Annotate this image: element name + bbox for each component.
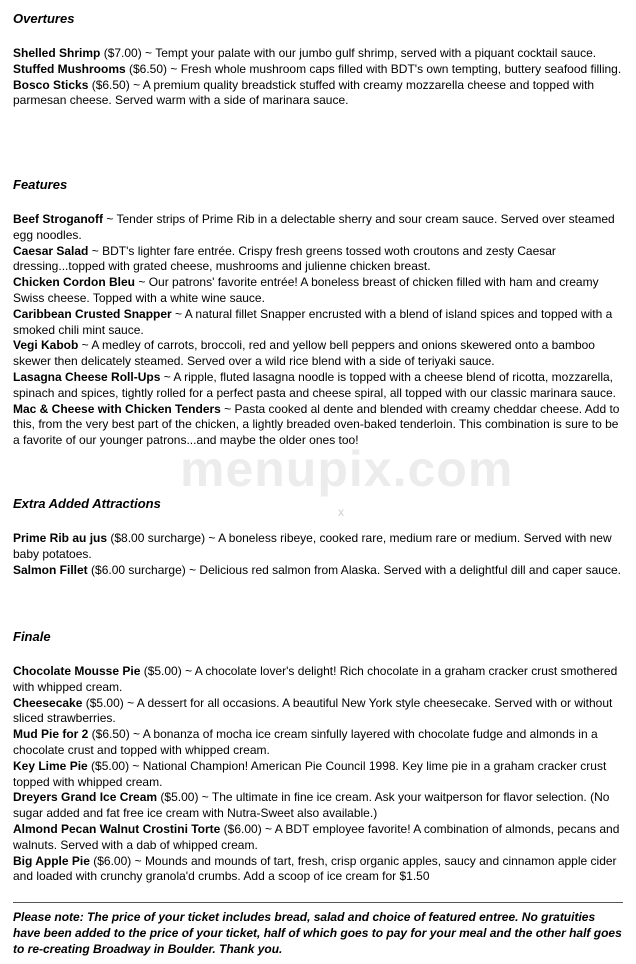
item-desc: A natural fillet Snapper encrusted with a blend of island spices and topped with a smoked chili mint sauce. [13,306,613,337]
menu-item [13,244,626,276]
item-desc: BDT's lighter fare entrée. Crispy fresh greens tossed woth croutons and zesty Caesar dressing...topped with grated cheese, mushrooms and julienne chicken breast. [13,243,556,274]
section-extra-items [13,531,626,578]
item-desc: Tender strips of Prime Rib in a delectable sherry and sour cream sauce. Served over steamed egg noodles. [13,212,615,242]
item-name: Chicken Cordon Bleu [13,275,136,290]
item-desc: A dessert for all occasions. A beautiful New York style cheesecake. Served with or without sliced strawberries. [13,695,613,726]
item-name: Bosco Sticks [13,77,89,92]
menu-item [13,696,626,728]
item-name: Stuffed Mushrooms [13,61,126,76]
item-desc: A boneless ribeye, cooked rare, medium rare or medium. Served with new baby potatoes. [13,531,612,561]
item-price: ($6.50) ~ [88,77,143,92]
item-price: ~ [160,369,174,384]
menu-item [13,370,626,402]
section-title: Features [13,177,68,192]
item-name: Salmon Fillet [13,562,88,577]
menu-item [13,822,626,854]
section-finale-items [13,664,626,885]
item-price: ($5.00) ~ [157,790,212,805]
menu-item [13,62,626,78]
item-price: ~ [135,275,149,290]
divider [13,902,623,903]
watermark: menupix.com [180,441,514,497]
item-price: ($5.00) ~ [87,758,143,773]
section-overtures-items [13,46,626,109]
menu-item [13,275,626,307]
item-name: Chocolate Mousse Pie [13,664,141,678]
item-name: Shelled Shrimp [13,46,101,60]
menu-item [13,78,626,110]
section-features-items [13,212,626,449]
menu-item [13,790,626,822]
item-desc: A ripple, fluted lasagna noodle is topped with a cheese blend of ricotta, mozzarella, spinach and spices, tightly rolled for a perfect pasta and cheese spiral, all topped with our classic marinara sauce. [13,369,616,400]
item-price: ($6.00) ~ [220,821,275,836]
item-desc: A premium quality breadstick stuffed with creamy mozzarella cheese and topped with parmesan cheese. Served warm with a side of marinara sauce. [13,77,595,108]
item-price: ($7.00) ~ [100,46,156,60]
menu-item [13,307,626,339]
item-name: Mac & Cheese with Chicken Tenders [13,401,221,416]
menu-item [13,212,626,244]
item-name: Cheesecake [13,695,83,710]
item-price: ($5.00) ~ [140,664,195,678]
menu-item [13,854,626,886]
section-title: Finale [13,629,51,644]
item-price: ~ [220,401,235,416]
item-name: Caesar Salad [13,243,89,258]
menu-item [13,727,626,759]
item-price: ($6.00) ~ [89,853,145,868]
item-desc: The ultimate in fine ice cream. Ask your waitperson for flavor selection. (No sugar added and fat free ice cream with Nutra-Sweet also available.) [13,790,610,821]
footer-note: Please note: The price of your ticket includes bread, salad and choice of featured entree. No gratuities have been added to the price of your ticket, half of which goes to pay for your meal and the other half goes to re-creating Broadway in Boulder. Thank you. [13,910,622,956]
item-price: ~ [78,338,92,353]
item-price: ~ [171,306,185,321]
item-price: ~ [88,243,103,258]
item-desc: A bonanza of mocha ice cream sinfully layered with chocolate fudge and almonds in a chocolate crust and topped with whipped cream. [13,727,598,757]
item-name: Prime Rib au jus [13,531,108,545]
item-desc: Tempt your palate with our jumbo gulf shrimp, served with a piquant cocktail sauce. [155,46,597,60]
menu-item [13,563,626,579]
item-desc: National Champion! American Pie Council 1998. Key lime pie in a graham cracker crust topped with whipped cream. [13,758,607,789]
item-name: Beef Stroganoff [13,212,103,226]
item-name: Vegi Kabob [13,338,79,353]
section-finale [13,629,626,645]
item-name: Mud Pie for 2 [13,727,89,742]
item-desc: Our patrons' favorite entrée! A boneless breast of chicken filled with ham and creamy Swiss cheese. Topped with a white wine sauce. [13,275,599,305]
item-price: ($6.50) ~ [88,727,143,742]
item-price: ($8.00 surcharge) ~ [107,531,219,545]
item-name: Key Lime Pie [13,758,88,773]
item-desc: Delicious red salmon from Alaska. Served with a delightful dill and caper sauce. [199,562,621,577]
item-name: Caribbean Crusted Snapper [13,306,172,321]
menu-item [13,664,626,696]
watermark-mark: x [338,505,344,519]
item-price: ($6.00 surcharge) ~ [87,562,200,577]
item-name: Lasagna Cheese Roll-Ups [13,369,161,384]
item-desc: Fresh whole mushroom caps filled with BDT's own tempting, buttery seafood filling. [180,61,622,76]
section-features [13,177,626,193]
menu-item [13,531,626,563]
menu-item [13,46,626,62]
item-desc: Pasta cooked al dente and blended with creamy cheddar cheese. Add to this, from the very best part of the chicken, a lightly breaded oven-baked tenderloin. This combination is sure to be a favorite of our younger patrons...and maybe the older ones too! [13,401,620,448]
section-title: Extra Added Attractions [13,496,161,511]
item-desc: A medley of carrots, broccoli, red and yellow bell peppers and onions skewered onto a bamboo skewer then delicately steamed. Served over a wild rice blend with a side of teriyaki sauce. [13,338,595,369]
item-desc: A chocolate lover's delight! Rich chocolate in a graham cracker crust smothered with whipped cream. [13,664,618,694]
item-price: ($5.00) ~ [82,695,137,710]
item-desc: Mounds and mounds of tart, fresh, crisp organic apples, saucy and cinnamon apple cider and loaded with crunchy granola'd crumbs. Add a scoop of ice cream for $1.50 [13,853,617,884]
section-extra-added-attractions [13,496,626,512]
menu-item [13,759,626,791]
item-name: Big Apple Pie [13,853,90,868]
item-price: ~ [103,212,117,226]
item-price: ($6.50) ~ [125,61,181,76]
item-name: Almond Pecan Walnut Crostini Torte [13,821,221,836]
item-name: Dreyers Grand Ice Cream [13,790,158,805]
menu-item [13,402,626,449]
item-desc: A BDT employee favorite! A combination of almonds, pecans and walnuts. Served with a dab of whipped cream. [13,821,620,852]
section-overtures [13,11,626,27]
menu-item [13,338,626,370]
section-title: Overtures [13,11,75,26]
